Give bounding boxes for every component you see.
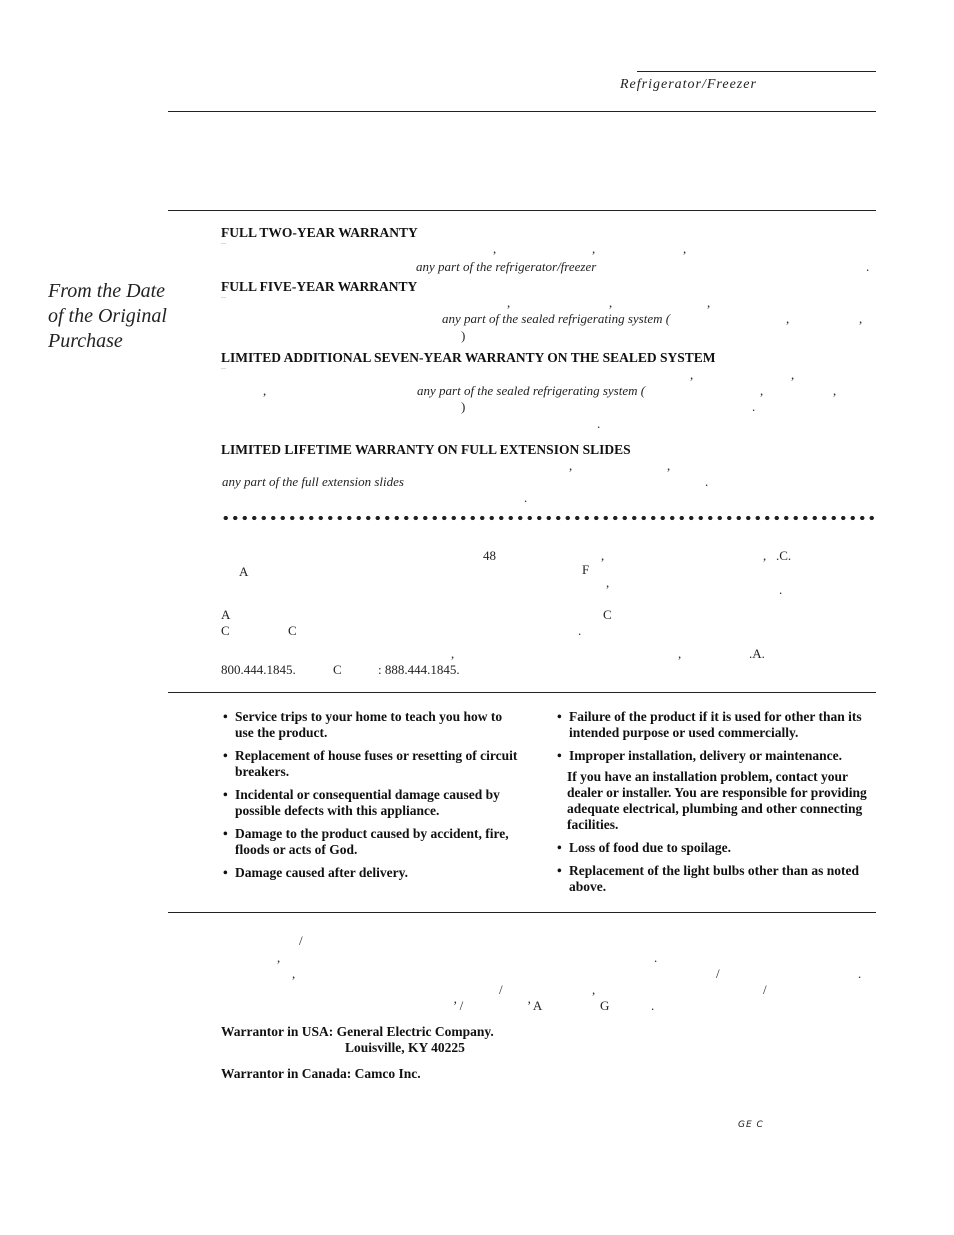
fragment: , (601, 548, 605, 563)
legal-slash: / (299, 933, 303, 948)
fragment: , (592, 241, 596, 256)
service-phone-canada: : 888.444.1845. (378, 662, 460, 677)
side-heading-line: Purchase (48, 330, 123, 352)
fragment: , (277, 950, 281, 965)
warrantor-canada: Warrantor in Canada: Camco Inc. (221, 1066, 421, 1081)
exclusion-item: • Damage caused after delivery. (223, 865, 408, 880)
exclusion-item: • Incidental or consequential damage caused by possible defects with this appliance. (223, 787, 500, 818)
exclusion-item: • Replacement of house fuses or resetting of circuit breakers. (223, 748, 518, 779)
service-letter-a2: A (221, 607, 231, 622)
fragment: , (592, 982, 596, 997)
warranty-heading-seven-year: LIMITED ADDITIONAL SEVEN-YEAR WARRANTY ON THE SEALED SYSTEM (221, 350, 716, 365)
fragment: – (221, 363, 226, 374)
installation-note: If you have an installation problem, contact your dealer or installer. You are responsible for providing adequate electrical, plumbing and other connecting facilities. (567, 769, 867, 832)
fragment: , (451, 646, 455, 661)
warranty-italic-five-year: any part of the sealed refrigerating system ( (442, 311, 671, 326)
fragment: , (833, 383, 837, 398)
exclusion-item: • Loss of food due to spoilage. (557, 840, 732, 855)
fragment: . (752, 399, 756, 414)
fragment: . (779, 582, 783, 597)
fragment: , (707, 295, 711, 310)
fragment: . (578, 623, 582, 638)
fragment: , (493, 241, 497, 256)
fragment: ) (461, 328, 466, 343)
fragment: , (507, 295, 511, 310)
fragment: , (763, 548, 767, 563)
dotted-separator (221, 512, 877, 524)
legal-slash: / (763, 982, 767, 997)
fragment: . (866, 259, 870, 274)
fragment: , (760, 383, 764, 398)
exclusion-item: • Improper installation, delivery or maintenance. (557, 748, 842, 763)
fragment: , (263, 383, 267, 398)
warranty-heading-lifetime: LIMITED LIFETIME WARRANTY ON FULL EXTENSION SLIDES (221, 442, 631, 457)
fragment: . (597, 416, 601, 431)
fragment: ) (461, 399, 466, 414)
service-letter-c3: C (288, 623, 297, 638)
exclusion-item: • Failure of the product if it is used for other than its intended purpose or used commercially. (557, 709, 862, 740)
legal-apostrophe-slash: ’ / (453, 998, 464, 1013)
section-rule-top (168, 210, 876, 211)
exclusions-right (557, 709, 879, 902)
fragment: . (705, 474, 709, 489)
service-letter-c1: C (603, 607, 612, 622)
service-phone-canada-prefix: C (333, 662, 342, 677)
warranty-italic-seven-year: any part of the sealed refrigerating system ( (417, 383, 646, 398)
legal-slash: / (499, 982, 503, 997)
fragment: . (654, 950, 658, 965)
fragment: . (858, 966, 862, 981)
fragment: , (569, 458, 573, 473)
exclusion-item: • Service trips to your home to teach you how to use the product. (223, 709, 503, 740)
fragment: , (609, 295, 613, 310)
legal-letter-g: G (600, 998, 610, 1013)
side-heading-line: From the Date (48, 280, 166, 302)
exclusions-rule-top (168, 692, 876, 693)
service-letter-a: A (239, 564, 249, 579)
service-usa-suffix: .A. (749, 646, 765, 661)
exclusion-item: • Damage to the product caused by accident, fire, floods or acts of God. (223, 826, 509, 857)
service-number: 48 (483, 548, 496, 563)
service-letter-c2: C (221, 623, 230, 638)
fragment: , (786, 311, 790, 326)
fragment: , (667, 458, 671, 473)
service-c-dot: .C. (776, 548, 792, 563)
fragment: , (678, 646, 682, 661)
warranty-heading-five-year: FULL FIVE-YEAR WARRANTY (221, 279, 418, 294)
fragment: – (221, 238, 226, 249)
header-rule-short (637, 71, 876, 72)
header-title: Refrigerator/Freezer (620, 77, 757, 92)
fragment: , (606, 575, 610, 590)
fragment: , (859, 311, 863, 326)
header-rule-full (168, 111, 876, 112)
warranty-heading-two-year: FULL TWO-YEAR WARRANTY (221, 225, 418, 240)
warrantor-usa-line2: Louisville, KY 40225 (345, 1040, 465, 1055)
side-heading-line: of the Original (48, 305, 167, 327)
fragment: – (221, 292, 226, 303)
legal-apostrophe-a: ’ A (527, 998, 543, 1013)
fragment: , (683, 241, 687, 256)
service-letter-f: F (582, 562, 590, 577)
fragment: , (690, 367, 694, 382)
legal-slash: / (716, 966, 720, 981)
fragment: . (651, 998, 655, 1013)
exclusions-rule-bottom (168, 912, 876, 913)
exclusion-item: • Replacement of the light bulbs other than as noted above. (557, 863, 860, 894)
warranty-italic-two-year: any part of the refrigerator/freezer (416, 259, 597, 274)
fragment: , (791, 367, 795, 382)
warrantor-usa-line1: Warrantor in USA: General Electric Company. (221, 1024, 494, 1039)
warranty-italic-lifetime: any part of the full extension slides (222, 474, 404, 489)
footer-code: GE C (738, 1120, 764, 1130)
fragment: , (292, 966, 296, 981)
service-phone-usa: 800.444.1845. (221, 662, 296, 677)
side-heading (48, 279, 198, 354)
exclusions-left (223, 709, 523, 888)
fragment: . (524, 490, 528, 505)
